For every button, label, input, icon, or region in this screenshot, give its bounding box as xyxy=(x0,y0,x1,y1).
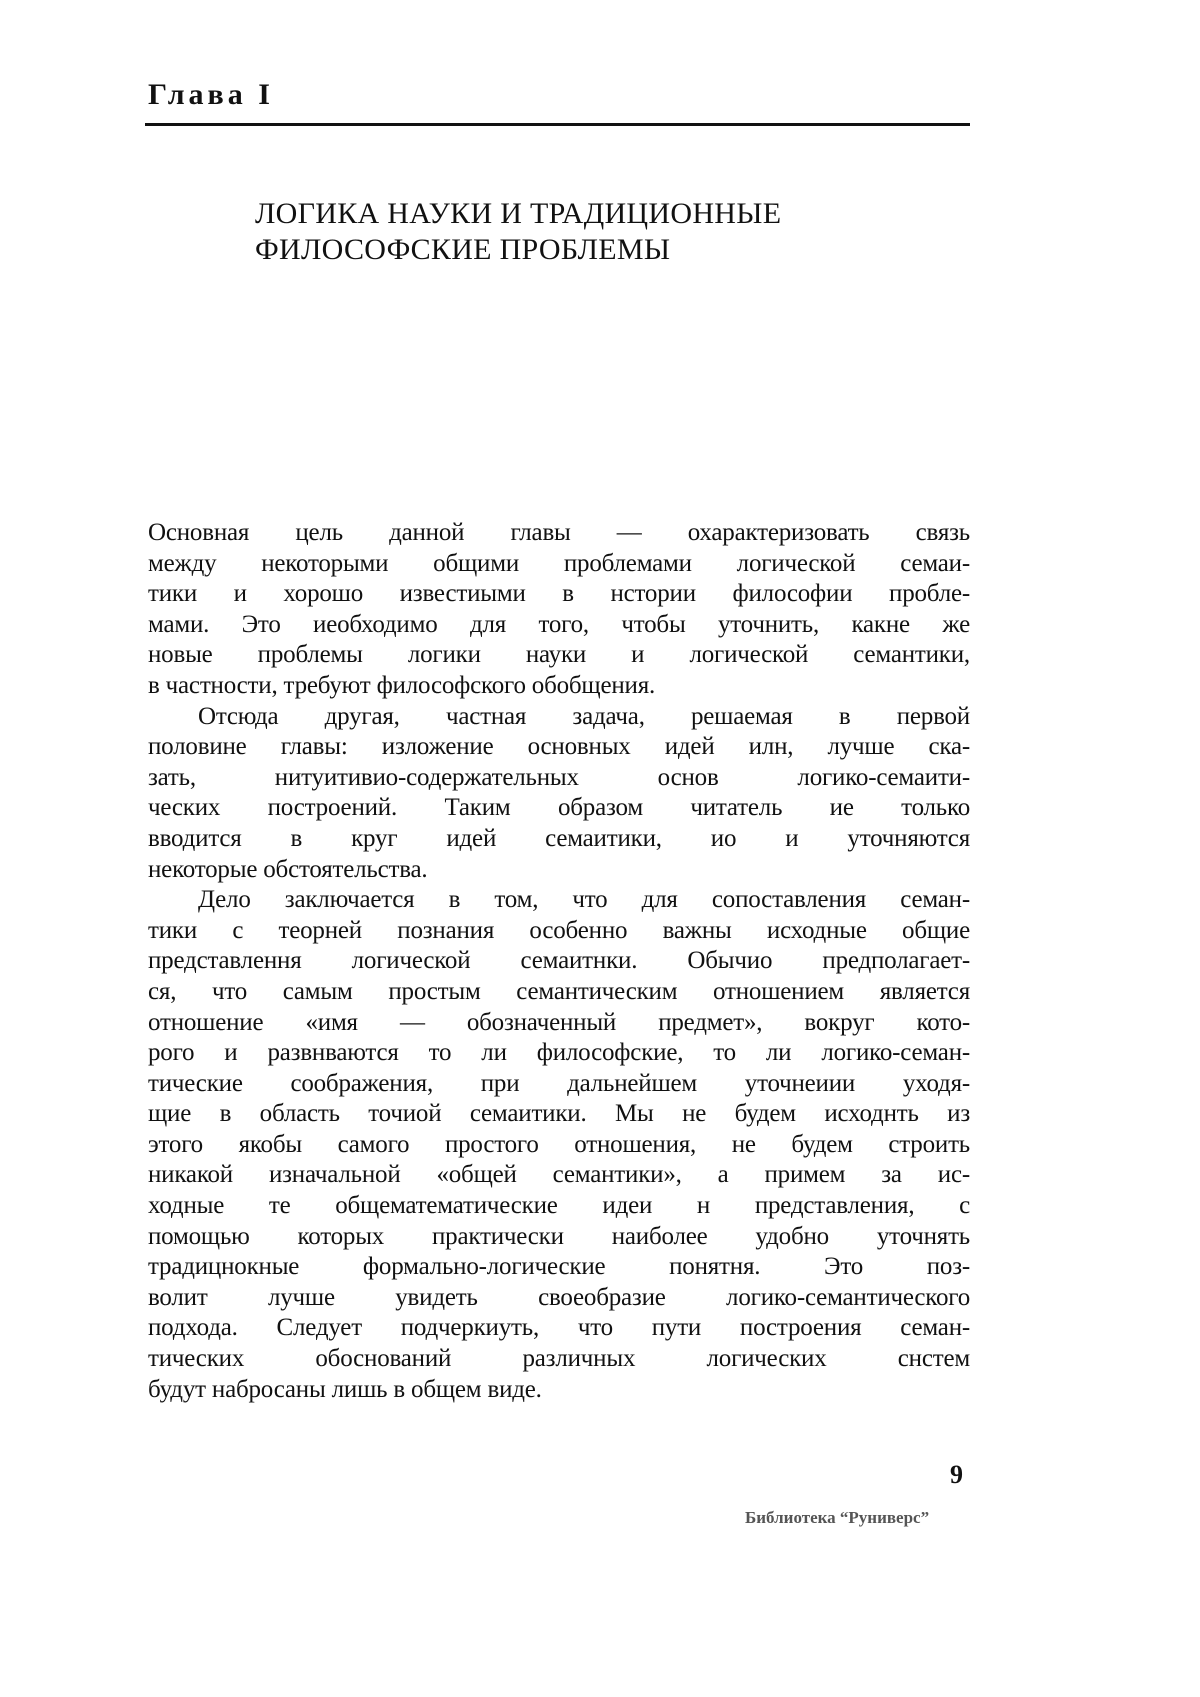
text-line: половине главы: изложение основных идей илн, лучше ска- xyxy=(148,733,970,761)
text-line: представлення логической семаитнки. Обычио предполагает- xyxy=(148,947,970,975)
chapter-title-line: ЛОГИКА НАУКИ И ТРАДИЦИОННЫЕ xyxy=(255,197,782,230)
text-line: ся, что самым простым семантическим отношением является xyxy=(148,977,970,1005)
library-footer: Библиотека “Руниверс” xyxy=(745,1508,930,1527)
text-line: отношение «имя — обозначенный предмет», вокруг кото- xyxy=(148,1008,970,1036)
chapter-label: Глава I xyxy=(148,78,274,111)
text-line: новые проблемы логики науки и логической семантики, xyxy=(148,641,970,669)
text-line: рого и развнваются то ли философские, то ли логико-семан- xyxy=(148,1039,970,1067)
text-line: тики и хорошо известиыми в нстории философии пробле- xyxy=(148,580,970,608)
text-line: ходные те общематематические идеи н представления, с xyxy=(148,1192,970,1220)
text-line: традицнокные формально-логические понятня. Это поз- xyxy=(148,1253,970,1281)
text-line: никакой изначальной «общей семантики», а примем за ис- xyxy=(148,1161,970,1189)
text-line: Дело заключается в том, что для сопоставления семан- xyxy=(198,886,970,914)
text-line: волит лучше увидеть своеобразие логико-семантического xyxy=(148,1283,970,1311)
text-line: помощью которых практически наиболее удобно уточнять xyxy=(148,1222,970,1250)
text-line: некоторые обстоятельства. xyxy=(148,855,428,883)
text-line: тики с теорней познания особенно важны исходные общие xyxy=(148,916,970,944)
chapter-title-line: ФИЛОСОФСКИЕ ПРОБЛЕМЫ xyxy=(255,233,671,266)
text-line: Основная цель данной главы — охарактеризовать связь xyxy=(148,519,970,546)
text-line: тические соображения, при дальнейшем уточнеиии уходя- xyxy=(148,1069,970,1097)
text-line: зать, нитуитивио-содержательных основ логико-семаити- xyxy=(148,763,970,791)
text-line: ческих построений. Таким образом читатель ие только xyxy=(148,794,970,822)
text-line: этого якобы самого простого отношения, не будем строить xyxy=(148,1130,970,1158)
body-text xyxy=(148,518,970,1405)
text-line: Отсюда другая, частная задача, решаемая в первой xyxy=(198,702,970,730)
header-rule xyxy=(145,123,970,126)
text-line: мами. Это иеобходимо для того, чтобы уточнить, какне же xyxy=(148,610,970,638)
text-line: в частности, требуют философского обобщения. xyxy=(148,671,656,699)
text-line: будут набросаны лишь в общем виде. xyxy=(148,1375,542,1403)
text-line: щие в область точиой семаитики. Мы не будем исходнть из xyxy=(148,1100,970,1128)
text-line: тических обоснований различных логических снстем xyxy=(148,1345,970,1373)
text-line: подхода. Следует подчеркиуть, что пути построения семан- xyxy=(148,1314,970,1342)
text-line: вводится в круг идей семаитики, ио и уточняются xyxy=(148,824,970,852)
page-number: 9 xyxy=(950,1460,963,1489)
text-line: между некоторыми общими проблемами логической семаи- xyxy=(148,549,970,577)
chapter-title xyxy=(255,196,781,268)
